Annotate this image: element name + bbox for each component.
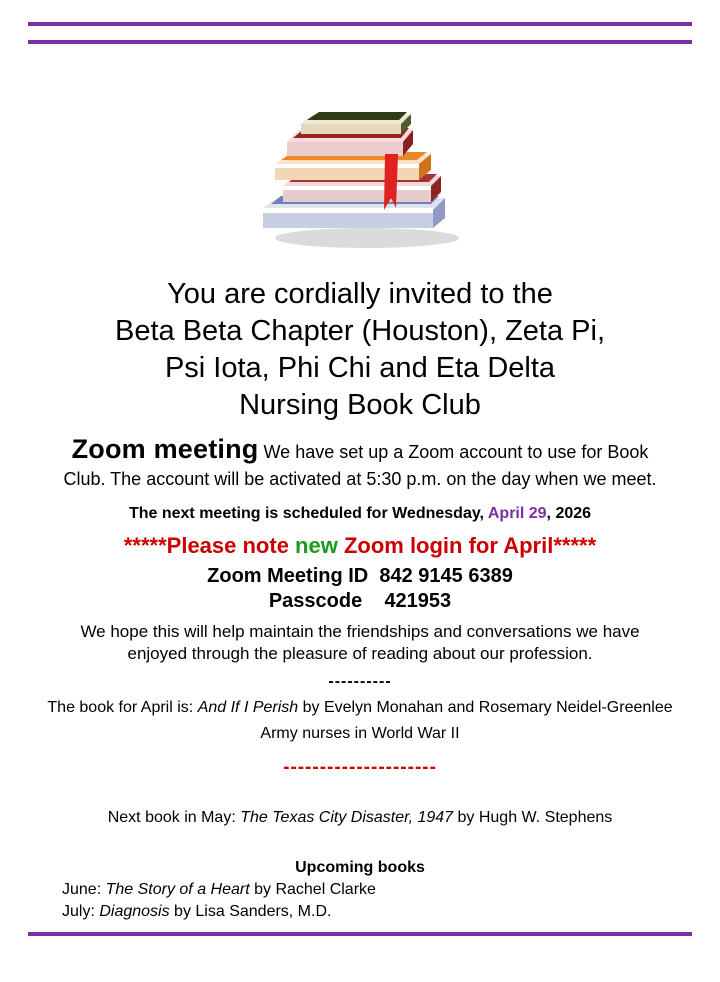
notice-new-word: new: [295, 532, 338, 558]
list-item: [62, 901, 720, 923]
next-meeting-line: [0, 505, 720, 523]
next-meeting-date: April 29: [487, 504, 547, 522]
may-book-line: [0, 809, 720, 827]
invitation-line-4: Nursing Book Club: [239, 389, 481, 422]
zoom-meeting-block: [0, 432, 720, 490]
meeting-id-label: Zoom Meeting ID: [207, 564, 369, 587]
invitation-line-2: Beta Beta Chapter (Houston), Zeta Pi,: [114, 315, 606, 348]
closing-message-line-2: enjoyed through the pleasure of reading about our profession.: [127, 644, 593, 664]
closing-message: [0, 621, 720, 665]
upcoming-month-july: July:: [62, 902, 100, 920]
new-login-notice: [0, 533, 720, 559]
upcoming-author-july: by Lisa Sanders, M.D.: [169, 902, 332, 920]
upcoming-title-june: The Story of a Heart: [105, 881, 250, 899]
april-book-prefix: The book for April is:: [47, 699, 198, 717]
next-meeting-prefix: The next meeting is scheduled for Wednesday,: [128, 504, 488, 522]
invitation-heading: [0, 276, 720, 424]
zoom-meeting-body-line-2: Club. The account will be activated at 5:30 p.m. on the day when we meet.: [63, 468, 657, 489]
list-item: [62, 879, 720, 901]
flyer-page: [0, 22, 720, 982]
zoom-meeting-title: Zoom meeting: [71, 434, 259, 465]
upcoming-books-heading: Upcoming books: [295, 859, 425, 877]
invitation-line-3: Psi Iota, Phi Chi and Eta Delta: [164, 352, 556, 385]
passcode-label: Passcode: [268, 589, 363, 612]
invitation-line-1: You are cordially invited to the: [167, 278, 553, 310]
zoom-meeting-body-line-1: We have set up a Zoom account to use for Book: [263, 442, 649, 463]
april-book-subtitle: Army nurses in World War II: [260, 725, 460, 743]
zoom-passcode-line: [0, 590, 720, 613]
april-book-line: [0, 699, 720, 717]
notice-prefix: *****Please note: [123, 532, 296, 558]
may-book-prefix: Next book in May:: [107, 809, 241, 827]
divider-long: ---------------------: [283, 757, 437, 779]
upcoming-month-june: June:: [62, 881, 106, 899]
bottom-spacer: [0, 936, 720, 958]
upcoming-author-june: by Rachel Clarke: [249, 881, 376, 899]
top-divider-rule-2: [28, 40, 692, 44]
notice-suffix: Zoom login for April*****: [337, 532, 597, 558]
may-book-author: by Hugh W. Stephens: [453, 809, 613, 827]
divider-small: ----------: [328, 673, 392, 691]
zoom-meeting-id-line: [0, 565, 720, 588]
closing-message-line-1: We hope this will help maintain the friendships and conversations we have: [80, 621, 640, 641]
meeting-id-value: 842 9145 6389: [379, 564, 513, 587]
stack-of-books-illustration: [0, 58, 720, 258]
top-divider-rule-1: [28, 22, 692, 26]
april-book-authors: by Evelyn Monahan and Rosemary Neidel-Greenlee: [298, 699, 673, 717]
upcoming-books-list: [0, 879, 720, 922]
passcode-value: 421953: [384, 589, 452, 612]
may-book-title: The Texas City Disaster, 1947: [240, 809, 454, 827]
april-book-title: And If I Perish: [197, 699, 299, 717]
upcoming-title-july: Diagnosis: [99, 902, 170, 920]
next-meeting-suffix: , 2026: [546, 504, 592, 522]
